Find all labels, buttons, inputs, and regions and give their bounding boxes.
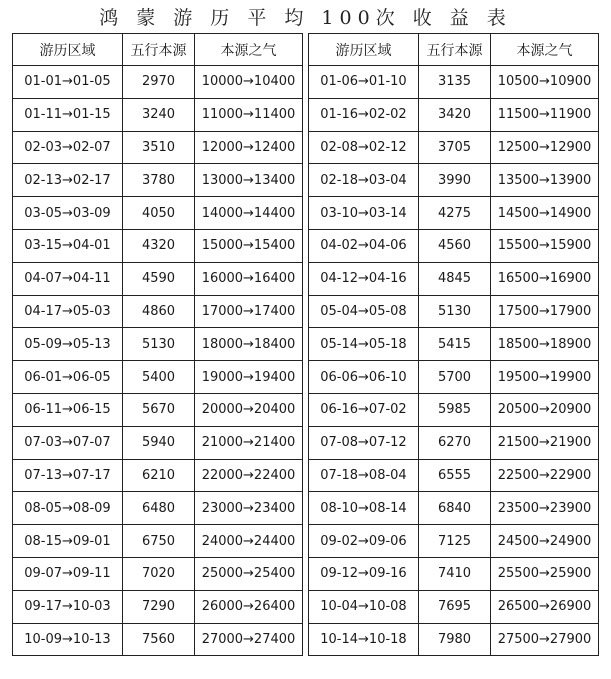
left-qi-cell: 17000→17400 (195, 295, 303, 328)
right-wuxing-cell: 4560 (419, 229, 491, 262)
right-qi-cell: 23500→23900 (491, 492, 599, 525)
left-region-cell: 04-07→04-11 (13, 262, 123, 295)
page-title: 鸿 蒙 游 历 平 均 100次 收 益 表 (99, 7, 512, 29)
table-row (13, 590, 599, 623)
left-qi-cell: 20000→20400 (195, 393, 303, 426)
left-wuxing-cell: 2970 (123, 66, 195, 99)
right-qi-cell: 13500→13900 (491, 164, 599, 197)
right-wuxing-cell: 5415 (419, 328, 491, 361)
left-region-cell: 09-17→10-03 (13, 590, 123, 623)
table-row (13, 98, 599, 131)
right-region-cell: 02-08→02-12 (309, 131, 419, 164)
right-qi-cell: 25500→25900 (491, 557, 599, 590)
right-qi-cell: 16500→16900 (491, 262, 599, 295)
left-wuxing-cell: 7290 (123, 590, 195, 623)
left-wuxing-cell: 7560 (123, 623, 195, 656)
left-qi-cell: 16000→16400 (195, 262, 303, 295)
left-region-cell: 02-03→02-07 (13, 131, 123, 164)
table-row (13, 131, 599, 164)
left-wuxing-cell: 6480 (123, 492, 195, 525)
left-region-cell: 07-03→07-07 (13, 426, 123, 459)
right-qi-cell: 15500→15900 (491, 229, 599, 262)
right-region-cell: 04-02→04-06 (309, 229, 419, 262)
table-row (13, 164, 599, 197)
left-qi-cell: 27000→27400 (195, 623, 303, 656)
left-region-cell: 03-15→04-01 (13, 229, 123, 262)
table-row (13, 623, 599, 656)
left-qi-cell: 26000→26400 (195, 590, 303, 623)
table-row (13, 328, 599, 361)
right-wuxing-cell: 3990 (419, 164, 491, 197)
right-wuxing-cell: 3420 (419, 98, 491, 131)
right-qi-cell: 10500→10900 (491, 66, 599, 99)
table-row (13, 229, 599, 262)
right-qi-cell: 20500→20900 (491, 393, 599, 426)
left-wuxing-cell: 4590 (123, 262, 195, 295)
left-wuxing-cell: 5400 (123, 361, 195, 394)
table-row (13, 492, 599, 525)
right-region-cell: 07-08→07-12 (309, 426, 419, 459)
left-wuxing-cell: 5670 (123, 393, 195, 426)
right-region-cell: 09-02→09-06 (309, 525, 419, 558)
table-row (13, 459, 599, 492)
right-wuxing-cell: 6270 (419, 426, 491, 459)
right-qi-cell: 18500→18900 (491, 328, 599, 361)
left-qi-cell: 13000→13400 (195, 164, 303, 197)
header-wuxing: 五行本源 (419, 34, 491, 66)
left-region-cell: 03-05→03-09 (13, 197, 123, 230)
left-region-cell: 05-09→05-13 (13, 328, 123, 361)
left-region-cell: 09-07→09-11 (13, 557, 123, 590)
left-qi-cell: 15000→15400 (195, 229, 303, 262)
left-qi-cell: 10000→10400 (195, 66, 303, 99)
left-region-cell: 04-17→05-03 (13, 295, 123, 328)
right-wuxing-cell: 7125 (419, 525, 491, 558)
right-region-cell: 06-16→07-02 (309, 393, 419, 426)
left-wuxing-cell: 4050 (123, 197, 195, 230)
right-region-cell: 10-14→10-18 (309, 623, 419, 656)
left-qi-cell: 18000→18400 (195, 328, 303, 361)
left-wuxing-cell: 3780 (123, 164, 195, 197)
right-region-cell: 02-18→03-04 (309, 164, 419, 197)
header-region: 游历区域 (13, 34, 123, 66)
right-region-cell: 08-10→08-14 (309, 492, 419, 525)
right-wuxing-cell: 7980 (419, 623, 491, 656)
table-row (13, 393, 599, 426)
left-qi-cell: 21000→21400 (195, 426, 303, 459)
right-region-cell: 03-10→03-14 (309, 197, 419, 230)
right-qi-cell: 11500→11900 (491, 98, 599, 131)
right-qi-cell: 24500→24900 (491, 525, 599, 558)
left-region-cell: 06-11→06-15 (13, 393, 123, 426)
left-qi-cell: 23000→23400 (195, 492, 303, 525)
left-wuxing-cell: 4320 (123, 229, 195, 262)
table-row (13, 197, 599, 230)
table-row (13, 525, 599, 558)
right-region-cell: 01-16→02-02 (309, 98, 419, 131)
right-qi-cell: 14500→14900 (491, 197, 599, 230)
right-region-cell: 06-06→06-10 (309, 361, 419, 394)
right-wuxing-cell: 7410 (419, 557, 491, 590)
right-qi-cell: 27500→27900 (491, 623, 599, 656)
left-wuxing-cell: 4860 (123, 295, 195, 328)
right-region-cell: 09-12→09-16 (309, 557, 419, 590)
right-region-cell: 05-14→05-18 (309, 328, 419, 361)
left-wuxing-cell: 5940 (123, 426, 195, 459)
header-qi: 本源之气 (491, 34, 599, 66)
left-wuxing-cell: 6210 (123, 459, 195, 492)
header-qi: 本源之气 (195, 34, 303, 66)
header-wuxing: 五行本源 (123, 34, 195, 66)
right-qi-cell: 17500→17900 (491, 295, 599, 328)
right-qi-cell: 21500→21900 (491, 426, 599, 459)
right-qi-cell: 22500→22900 (491, 459, 599, 492)
left-region-cell: 02-13→02-17 (13, 164, 123, 197)
right-qi-cell: 12500→12900 (491, 131, 599, 164)
left-region-cell: 01-11→01-15 (13, 98, 123, 131)
left-wuxing-cell: 7020 (123, 557, 195, 590)
left-region-cell: 10-09→10-13 (13, 623, 123, 656)
table-row (13, 426, 599, 459)
left-wuxing-cell: 3510 (123, 131, 195, 164)
right-region-cell: 07-18→08-04 (309, 459, 419, 492)
left-region-cell: 01-01→01-05 (13, 66, 123, 99)
right-region-cell: 04-12→04-16 (309, 262, 419, 295)
right-wuxing-cell: 6555 (419, 459, 491, 492)
left-qi-cell: 12000→12400 (195, 131, 303, 164)
left-qi-cell: 22000→22400 (195, 459, 303, 492)
left-wuxing-cell: 6750 (123, 525, 195, 558)
left-wuxing-cell: 3240 (123, 98, 195, 131)
right-qi-cell: 19500→19900 (491, 361, 599, 394)
right-region-cell: 05-04→05-08 (309, 295, 419, 328)
table-row (13, 361, 599, 394)
table-row (13, 262, 599, 295)
right-wuxing-cell: 4275 (419, 197, 491, 230)
table-row (13, 66, 599, 99)
right-qi-cell: 26500→26900 (491, 590, 599, 623)
right-wuxing-cell: 5130 (419, 295, 491, 328)
left-qi-cell: 24000→24400 (195, 525, 303, 558)
left-qi-cell: 25000→25400 (195, 557, 303, 590)
left-region-cell: 06-01→06-05 (13, 361, 123, 394)
right-wuxing-cell: 5985 (419, 393, 491, 426)
right-wuxing-cell: 4845 (419, 262, 491, 295)
right-region-cell: 01-06→01-10 (309, 66, 419, 99)
table-row (13, 295, 599, 328)
left-qi-cell: 11000→11400 (195, 98, 303, 131)
table-row (13, 557, 599, 590)
left-wuxing-cell: 5130 (123, 328, 195, 361)
right-wuxing-cell: 5700 (419, 361, 491, 394)
income-table (12, 33, 599, 656)
left-region-cell: 08-15→09-01 (13, 525, 123, 558)
right-region-cell: 10-04→10-08 (309, 590, 419, 623)
right-wuxing-cell: 6840 (419, 492, 491, 525)
right-wuxing-cell: 7695 (419, 590, 491, 623)
header-region: 游历区域 (309, 34, 419, 66)
right-wuxing-cell: 3705 (419, 131, 491, 164)
right-wuxing-cell: 3135 (419, 66, 491, 99)
header-row (13, 34, 599, 66)
left-qi-cell: 14000→14400 (195, 197, 303, 230)
left-region-cell: 08-05→08-09 (13, 492, 123, 525)
left-qi-cell: 19000→19400 (195, 361, 303, 394)
left-region-cell: 07-13→07-17 (13, 459, 123, 492)
